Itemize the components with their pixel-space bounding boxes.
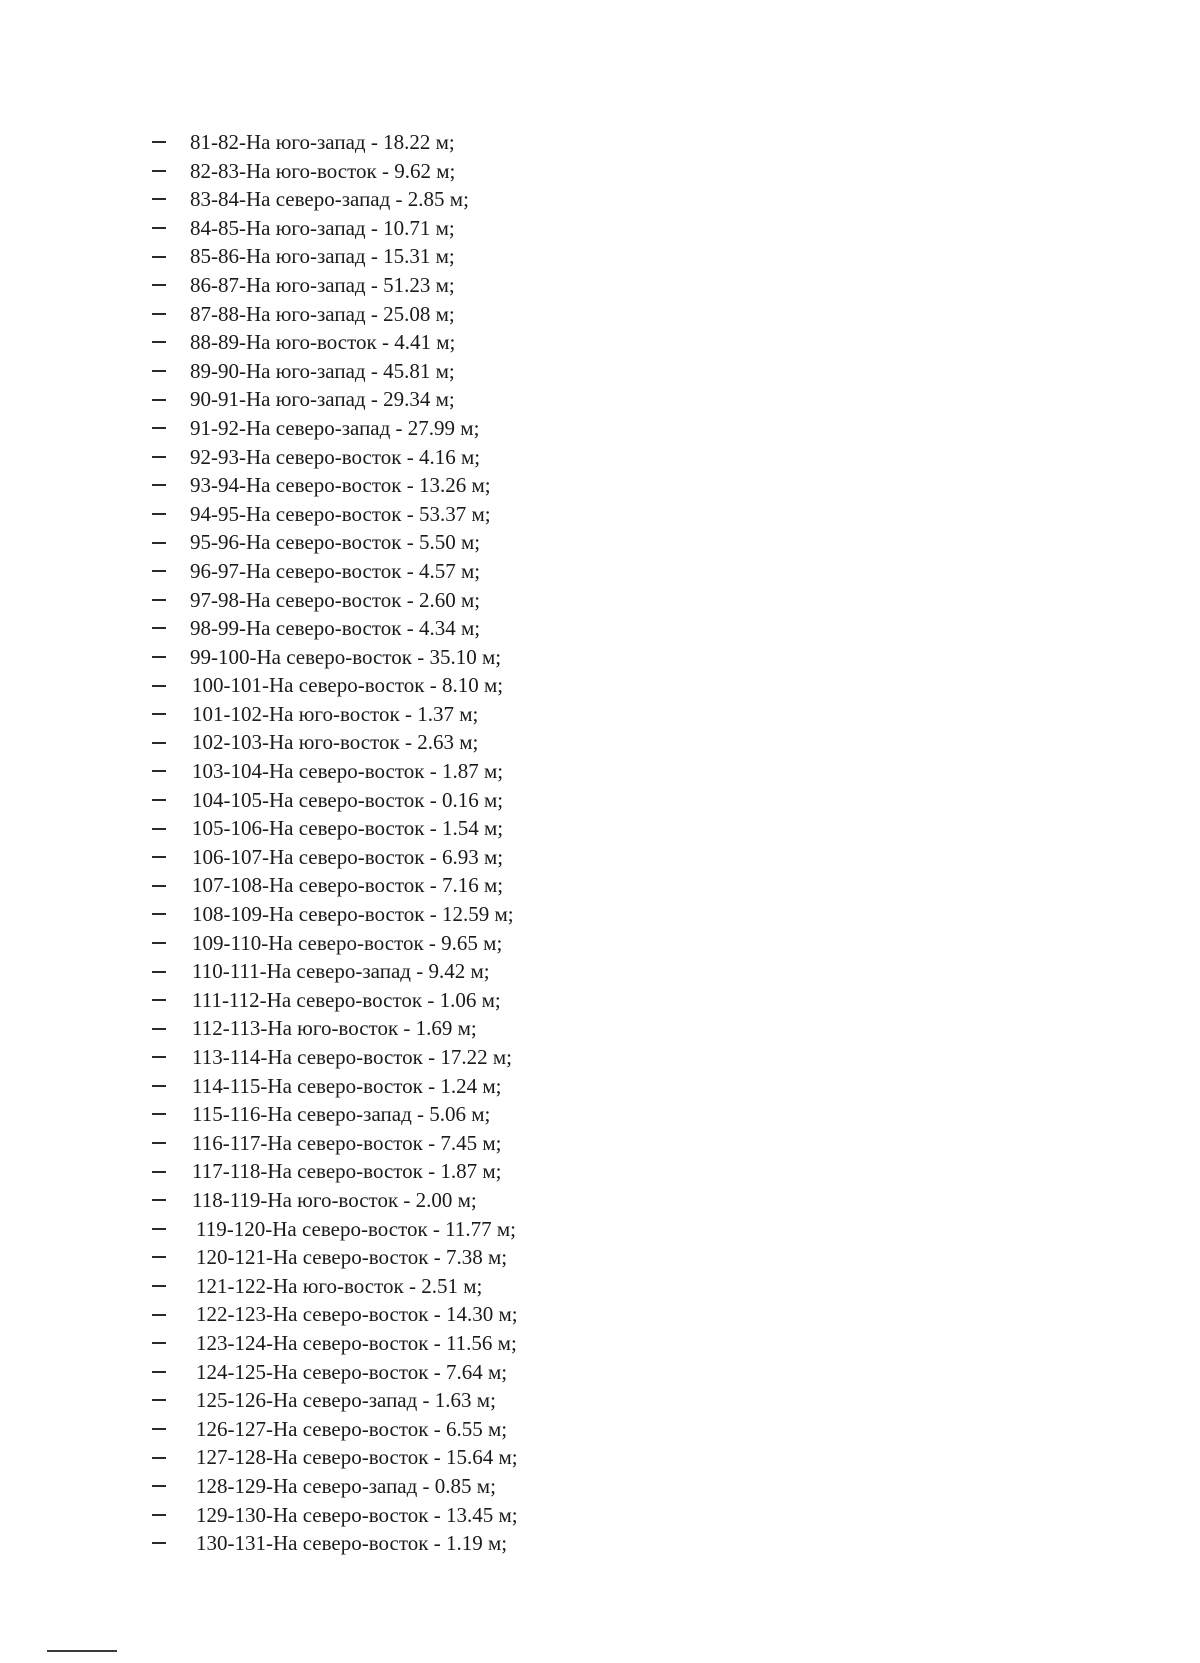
list-item (152, 500, 518, 529)
list-item (152, 1443, 518, 1472)
list-item (152, 300, 518, 329)
list-dash (152, 999, 166, 1001)
list-item (152, 700, 518, 729)
list-dash (152, 341, 166, 343)
list-item (152, 900, 518, 929)
list-item (152, 1358, 518, 1387)
list-item (152, 528, 518, 557)
list-dash (152, 1314, 166, 1316)
segment-text: 93-94-На северо-восток - 13.26 м; (190, 473, 491, 498)
list-item (152, 1415, 518, 1444)
list-dash (152, 856, 166, 858)
list-dash (152, 370, 166, 372)
list-dash (152, 913, 166, 915)
segment-text: 118-119-На юго-восток - 2.00 м; (192, 1187, 477, 1212)
list-item (152, 128, 518, 157)
segment-text: 94-95-На северо-восток - 53.37 м; (190, 501, 491, 526)
list-item (152, 1243, 518, 1272)
list-dash (152, 770, 166, 772)
segment-text: 84-85-На юго-запад - 10.71 м; (190, 215, 455, 240)
segment-text: 89-90-На юго-запад - 45.81 м; (190, 358, 455, 383)
list-item (152, 271, 518, 300)
segment-text: 104-105-На северо-восток - 0.16 м; (192, 787, 504, 812)
list-dash (152, 1542, 166, 1544)
list-item (152, 1386, 518, 1415)
list-item (152, 357, 518, 386)
segment-text: 101-102-На юго-восток - 1.37 м; (192, 701, 479, 726)
list-item (152, 471, 518, 500)
list-item (152, 443, 518, 472)
list-item (152, 385, 518, 414)
list-dash (152, 456, 166, 458)
segment-text: 95-96-На северо-восток - 5.50 м; (190, 530, 481, 555)
list-dash (152, 256, 166, 258)
list-dash (152, 399, 166, 401)
list-dash (152, 1056, 166, 1058)
segment-text: 112-113-На юго-восток - 1.69 м; (192, 1016, 477, 1041)
segment-text: 109-110-На северо-восток - 9.65 м; (192, 930, 503, 955)
segment-text: 113-114-На северо-восток - 17.22 м; (192, 1045, 513, 1069)
segment-text: 88-89-На юго-восток - 4.41 м; (190, 330, 456, 355)
list-item (152, 957, 518, 986)
segment-text: 103-104-На северо-восток - 1.87 м; (192, 759, 504, 784)
list-item (152, 614, 518, 643)
list-item (152, 671, 518, 700)
list-dash (152, 627, 166, 629)
segment-text: 102-103-На юго-восток - 2.63 м; (192, 730, 479, 755)
segment-text: 130-131-На северо-восток - 1.19 м; (196, 1531, 508, 1556)
segment-text: 110-111-На северо-запад - 9.42 м; (192, 959, 490, 984)
list-item (152, 157, 518, 186)
list-item (152, 929, 518, 958)
segment-text: 99-100-На северо-восток - 35.10 м; (190, 644, 502, 669)
segment-text: 105-106-На северо-восток - 1.54 м; (192, 816, 504, 841)
segment-text: 123-124-На северо-восток - 11.56 м; (196, 1330, 517, 1355)
list-dash (152, 1228, 166, 1230)
segment-text: 121-122-На юго-восток - 2.51 м; (196, 1273, 483, 1298)
list-dash (152, 656, 166, 658)
list-dash (152, 1142, 166, 1144)
list-dash (152, 313, 166, 315)
list-item (152, 1272, 518, 1301)
list-item (152, 1300, 518, 1329)
segment-text: 111-112-На северо-восток - 1.06 м; (192, 987, 501, 1012)
segment-text: 87-88-На юго-запад - 25.08 м; (190, 301, 455, 326)
list-item (152, 1157, 518, 1186)
segment-text: 119-120-На северо-восток - 11.77 м; (196, 1216, 517, 1241)
list-item (152, 242, 518, 271)
segment-text: 97-98-На северо-восток - 2.60 м; (190, 587, 481, 612)
segment-text: 91-92-На северо-запад - 27.99 м; (190, 415, 480, 440)
list-item (152, 1529, 518, 1558)
list-item (152, 1129, 518, 1158)
list-dash (152, 227, 166, 229)
list-item (152, 1100, 518, 1129)
list-item (152, 185, 518, 214)
list-dash (152, 284, 166, 286)
segment-text: 116-117-На северо-восток - 7.45 м; (192, 1130, 502, 1155)
list-item (152, 871, 518, 900)
list-dash (152, 1371, 166, 1373)
segment-text: 98-99-На северо-восток - 4.34 м; (190, 616, 481, 641)
segment-text: 114-115-На северо-восток - 1.24 м; (192, 1073, 502, 1098)
list-dash (152, 685, 166, 687)
list-item (152, 214, 518, 243)
boundary-segment-list (152, 128, 518, 1558)
list-dash (152, 1285, 166, 1287)
list-dash (152, 1113, 166, 1115)
segment-text: 100-101-На северо-восток - 8.10 м; (192, 673, 504, 698)
list-dash (152, 971, 166, 973)
list-dash (152, 1199, 166, 1201)
list-dash (152, 1457, 166, 1459)
list-item (152, 586, 518, 615)
list-dash (152, 1428, 166, 1430)
list-dash (152, 828, 166, 830)
list-dash (152, 570, 166, 572)
segment-text: 86-87-На юго-запад - 51.23 м; (190, 272, 455, 297)
list-item (152, 1186, 518, 1215)
list-item (152, 1329, 518, 1358)
segment-text: 90-91-На юго-запад - 29.34 м; (190, 387, 455, 412)
list-item (152, 843, 518, 872)
list-dash (152, 427, 166, 429)
list-item (152, 814, 518, 843)
list-item (152, 728, 518, 757)
segment-text: 92-93-На северо-восток - 4.16 м; (190, 444, 481, 469)
segment-text: 128-129-На северо-запад - 0.85 м; (196, 1473, 496, 1498)
list-dash (152, 1485, 166, 1487)
list-item (152, 757, 518, 786)
list-dash (152, 742, 166, 744)
segment-text: 124-125-На северо-восток - 7.64 м; (196, 1359, 508, 1384)
list-dash (152, 1342, 166, 1344)
list-item (152, 1501, 518, 1530)
list-item (152, 986, 518, 1015)
list-item (152, 1043, 518, 1072)
scan-mark-divider (47, 1650, 117, 1652)
list-dash (152, 542, 166, 544)
segment-text: 129-130-На северо-восток - 13.45 м; (196, 1502, 518, 1527)
segment-text: 85-86-На юго-запад - 15.31 м; (190, 244, 455, 269)
segment-text: 108-109-На северо-восток - 12.59 м; (192, 902, 514, 927)
list-dash (152, 141, 166, 143)
list-dash (152, 1256, 166, 1258)
list-dash (152, 599, 166, 601)
list-dash (152, 1514, 166, 1516)
list-dash (152, 198, 166, 200)
segment-text: 81-82-На юго-запад - 18.22 м; (190, 130, 455, 154)
segment-text: 127-128-На северо-восток - 15.64 м; (196, 1445, 518, 1470)
segment-text: 120-121-На северо-восток - 7.38 м; (196, 1245, 508, 1270)
list-dash (152, 1085, 166, 1087)
list-item (152, 557, 518, 586)
list-item (152, 414, 518, 443)
segment-text: 106-107-На северо-восток - 6.93 м; (192, 844, 504, 869)
segment-text: 82-83-На юго-восток - 9.62 м; (190, 158, 456, 183)
list-dash (152, 799, 166, 801)
list-item (152, 786, 518, 815)
list-item (152, 1472, 518, 1501)
list-item (152, 1014, 518, 1043)
list-item (152, 1072, 518, 1101)
list-dash (152, 1171, 166, 1173)
list-dash (152, 1028, 166, 1030)
segment-text: 83-84-На северо-запад - 2.85 м; (190, 187, 469, 212)
segment-text: 117-118-На северо-восток - 1.87 м; (192, 1159, 502, 1184)
list-dash (152, 942, 166, 944)
list-item (152, 1215, 518, 1244)
segment-text: 122-123-На северо-восток - 14.30 м; (196, 1302, 518, 1327)
segment-text: 126-127-На северо-восток - 6.55 м; (196, 1416, 508, 1441)
list-item (152, 328, 518, 357)
segment-text: 107-108-На северо-восток - 7.16 м; (192, 873, 504, 898)
list-dash (152, 713, 166, 715)
list-dash (152, 170, 166, 172)
list-dash (152, 484, 166, 486)
segment-text: 115-116-На северо-запад - 5.06 м; (192, 1102, 491, 1127)
segment-text: 96-97-На северо-восток - 4.57 м; (190, 558, 481, 583)
list-item (152, 643, 518, 672)
list-dash (152, 1399, 166, 1401)
segment-text: 125-126-На северо-запад - 1.63 м; (196, 1388, 496, 1413)
list-dash (152, 513, 166, 515)
list-dash (152, 885, 166, 887)
